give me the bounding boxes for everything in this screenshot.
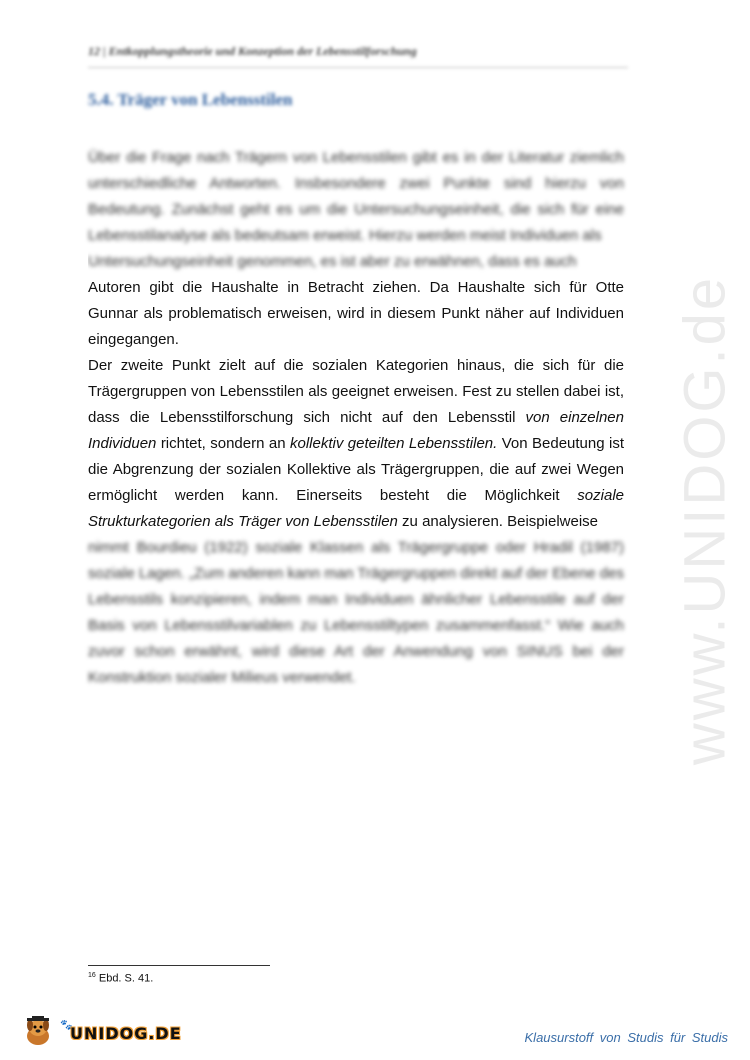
watermark: [660, 274, 750, 766]
running-header: 12 | Entkopplungstheorie und Konzeption der Lebensstilforschung: [88, 44, 628, 68]
blurred-text-2: nimmt Bourdieu (1922) soziale Klassen als Trägergruppe oder Hradil (1987) soziale Lagen. „Zum anderen kann man Trägergruppen direkt auf der Ebene des Lebensstils konzipieren, indem man Individuen ähnlicher Lebensstile auf der Basis von Lebensstilvariablen zu Lebensstiltypen zusammenfasst.“ Wie auch zuvor schon erwähnt, wird diese Art der Anwendung von SINUS bei der Konstruktion sozialer Milieus verwendet.: [88, 539, 624, 686]
footnote-text: Ebd. S. 41.: [98, 972, 154, 985]
logo-wordmark: UNIDOG.DE: [70, 1024, 182, 1043]
watermark-text: www.UNIDOG.de: [672, 274, 738, 766]
paragraph-2-italic-3: soziale Strukturkategorien als Träger von Lebensstilen: [88, 487, 624, 530]
paragraph-1-clear: Autoren gibt die Haushalte in Betracht ziehen. Da Haushalte sich für Otte Gunnar als problematisch erweisen, wird in diesem Punkt näher auf Individuen eingegangen.: [88, 279, 624, 348]
paragraph-2-text-d: zu analysieren. Beispielweise: [397, 513, 598, 530]
paragraph-1: [88, 145, 624, 353]
section-heading: 5.4. Träger von Lebensstilen: [88, 90, 293, 109]
blurred-text: Über die Frage nach Trägern von Lebensstilen gibt es in der Literatur ziemlich unterschiedliche Antworten. Insbesondere zwei Punkte sind hierzu von Bedeutung. Zunächst geht es um die Untersuchungseinheit, die sich für eine Lebensstilanalyse als bedeutsam erweist. Hierzu werden meist Individuen als: [88, 149, 624, 244]
paw-icon: 🐾: [60, 1020, 73, 1031]
footnote: [88, 972, 153, 985]
footer-tagline: Klausurstoff von Studis für Studis: [524, 1030, 728, 1045]
footnote-number: 16: [88, 972, 96, 979]
paragraph-2-italic-2: kollektiv geteilten Lebensstilen.: [290, 435, 498, 452]
body-text: [88, 145, 624, 691]
dog-icon: [22, 1016, 56, 1048]
unidog-logo: [22, 1014, 182, 1050]
paragraph-2-italic-1: von einzelnen Individuen: [88, 409, 624, 452]
paragraph-2-text-c: Von Bedeutung ist die Abgrenzung der sozialen Kollektive als Trägergruppen, die auf zwei Wegen ermöglicht werden kann. Einerseits besteht die Möglichkeit: [88, 435, 625, 504]
paragraph-2-text-b: richtet, sondern an: [156, 435, 290, 452]
partial-line-ghost: Untersuchungseinheit genommen, es ist aber zu erwähnen, dass es auch: [88, 253, 577, 270]
paragraph-2-text-a: Der zweite Punkt zielt auf die sozialen Kategorien hinaus, die sich für die Trägergruppen von Lebensstilen als geeignet erweisen. Fest zu stellen dabei ist, dass die Lebensstilforschung sich nicht auf den Lebensstil: [88, 357, 624, 426]
partial-line: [88, 249, 624, 275]
paragraph-2: [88, 353, 624, 691]
footnote-divider: [88, 965, 270, 966]
